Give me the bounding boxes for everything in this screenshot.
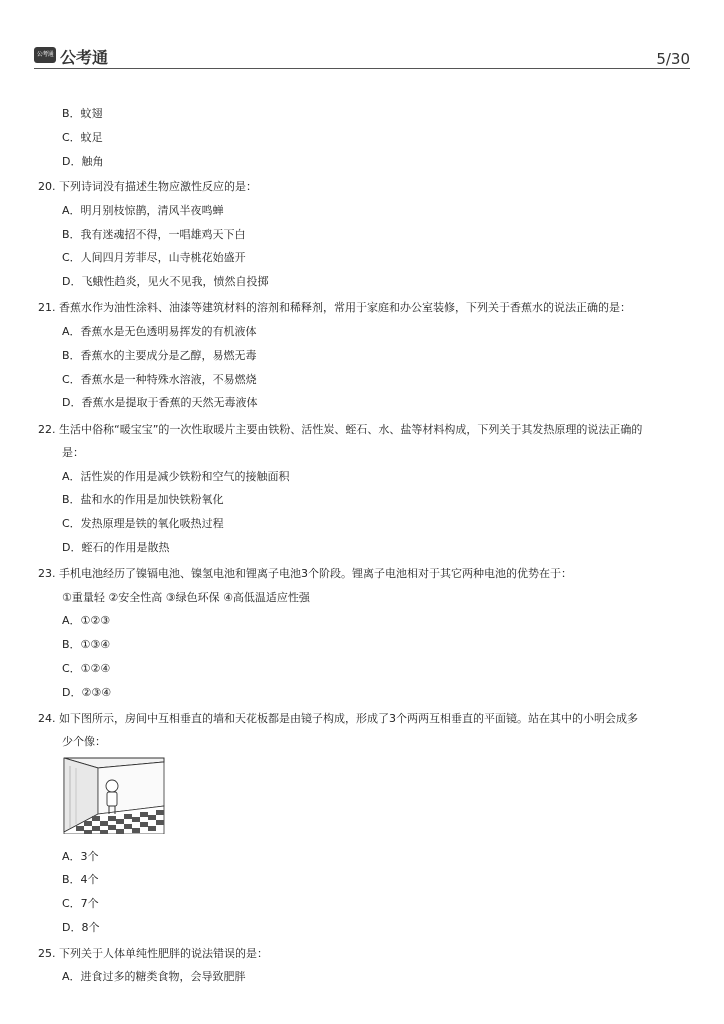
q21-option-c: C．香蕉水是一种特殊水溶液，不易燃烧: [62, 373, 257, 386]
logo-icon: 公考通: [34, 47, 56, 63]
q23-stem: 23. 手机电池经历了镍镉电池、镍氢电池和锂离子电池3个阶段。锂离子电池相对于其它两种电池的优势在于：: [38, 567, 572, 580]
q19-option-d: D．触角: [62, 155, 104, 168]
q20-option-c: C．人间四月芳菲尽，山寺桃花始盛开: [62, 251, 246, 264]
q23-option-b: B．①③④: [62, 638, 111, 651]
page-header: [34, 44, 690, 68]
page-number: 5/30: [656, 50, 690, 68]
q23-items: ①重量轻 ②安全性高 ③绿色环保 ④高低温适应性强: [62, 591, 310, 604]
q23-option-c: C．①②④: [62, 662, 111, 675]
q22-stem-line2: 是：: [62, 446, 84, 459]
mirror-room-figure: [62, 756, 166, 834]
q24-option-b: B．4个: [62, 873, 99, 886]
q20-option-d: D．飞蛾性趋炎，见火不见我，愤然自投掷: [62, 275, 269, 288]
q25-option-a: A．进食过多的糖类食物，会导致肥胖: [62, 970, 246, 983]
q21-option-a: A．香蕉水是无色透明易挥发的有机液体: [62, 325, 257, 338]
q21-option-b: B．香蕉水的主要成分是乙醇，易燃无毒: [62, 349, 257, 362]
q25-stem: 25. 下列关于人体单纯性肥胖的说法错误的是：: [38, 947, 268, 960]
q19-option-b: B．蚊翅: [62, 107, 103, 120]
logo-text: 公考通: [60, 48, 109, 67]
q22-option-b: B．盐和水的作用是加快铁粉氧化: [62, 493, 224, 506]
q22-stem-line1: 22. 生活中俗称“暖宝宝”的一次性取暖片主要由铁粉、活性炭、蛭石、水、盐等材料构成，下列关于其发热原理的说法正确的: [38, 423, 643, 436]
q23-option-d: D．②③④: [62, 686, 112, 699]
q24-stem-line1: 24. 如下图所示，房间中互相垂直的墙和天花板都是由镜子构成，形成了3个两两互相垂直的平面镜。站在其中的小明会成多: [38, 712, 638, 725]
q20-stem: 20. 下列诗词没有描述生物应激性反应的是：: [38, 180, 257, 193]
q22-option-a: A．活性炭的作用是减少铁粉和空气的接触面积: [62, 470, 290, 483]
q20-option-b: B．我有迷魂招不得，一唱雄鸡天下白: [62, 228, 246, 241]
q21-option-d: D．香蕉水是提取于香蕉的天然无毒液体: [62, 396, 258, 409]
header-divider: [34, 68, 690, 69]
q24-option-c: C．7个: [62, 897, 99, 910]
q20-option-a: A．明月别枝惊鹊，清风半夜鸣蝉: [62, 204, 224, 217]
q24-stem-line2: 少个像：: [62, 735, 106, 748]
q22-option-c: C．发热原理是铁的氧化吸热过程: [62, 517, 224, 530]
q22-option-d: D．蛭石的作用是散热: [62, 541, 170, 554]
q23-option-a: A．①②③: [62, 614, 111, 627]
q21-stem: 21. 香蕉水作为油性涂料、油漆等建筑材料的溶剂和稀释剂，常用于家庭和办公室装修，下列关于香蕉水的说法正确的是：: [38, 301, 631, 314]
q19-option-c: C．蚊足: [62, 131, 103, 144]
q24-option-a: A．3个: [62, 850, 99, 863]
q24-option-d: D．8个: [62, 921, 100, 934]
